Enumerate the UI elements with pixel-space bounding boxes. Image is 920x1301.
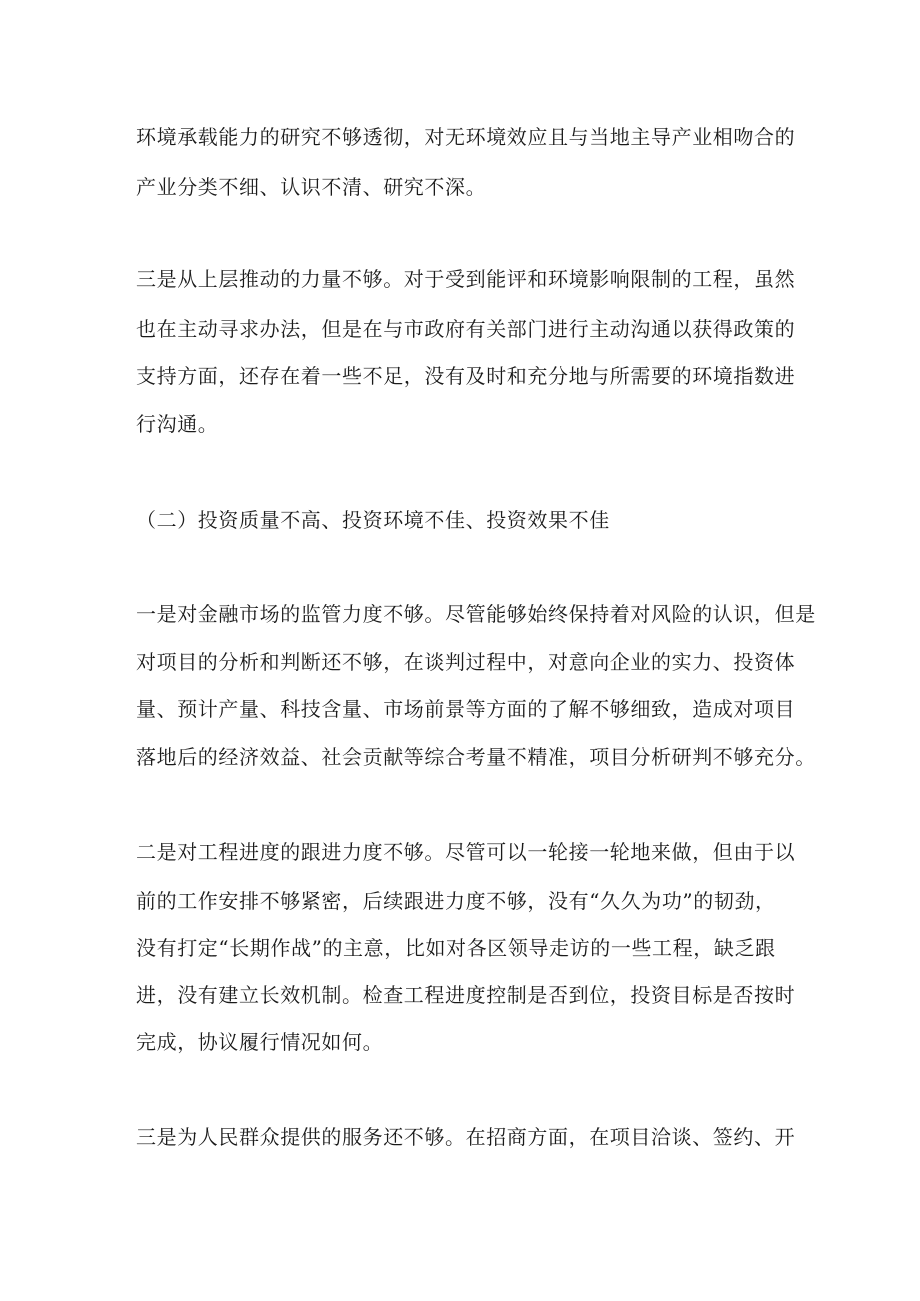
paragraph-3-line-2: 对项目的分析和判断还不够，在谈判过程中，对意向企业的实力、投资体 <box>136 650 796 674</box>
paragraph-4-line-5: 完成，协议履行情况如何。 <box>136 1030 384 1054</box>
paragraph-4-line-2: 前的工作安排不够紧密，后续跟进力度不够，没有“久久为功”的韧劲， <box>136 889 776 913</box>
paragraph-4-line-1: 二是对工程进度的跟进力度不够。尽管可以一轮接一轮地来做，但由于以 <box>136 840 796 864</box>
paragraph-3-line-3: 量、预计产量、科技含量、市场前景等方面的了解不够细致，造成对项目 <box>136 697 796 721</box>
paragraph-3-line-4: 落地后的经济效益、社会贡献等综合考量不精准，项目分析研判不够充分。 <box>136 745 816 769</box>
paragraph-5-line-1: 三是为人民群众提供的服务还不够。在招商方面，在项目洽谈、签约、开 <box>136 1125 796 1149</box>
paragraph-1-line-2: 产业分类不细、认识不清、研究不深。 <box>136 175 487 199</box>
paragraph-2-line-3: 支持方面，还存在着一些不足，没有及时和充分地与所需要的环境指数进 <box>136 364 796 388</box>
paragraph-2-line-4: 行沟通。 <box>136 412 219 436</box>
paragraph-1-line-1: 环境承载能力的研究不够透彻，对无环境效应且与当地主导产业相吻合的 <box>136 125 796 149</box>
paragraph-4-line-4: 进，没有建立长效机制。检查工程进度控制是否到位，投资目标是否按时 <box>136 983 796 1007</box>
paragraph-2-line-2: 也在主动寻求办法，但是在与市政府有关部门进行主动沟通以获得政策的 <box>136 317 796 341</box>
paragraph-4-line-3: 没有打定“长期作战”的主意，比如对各区领导走访的一些工程，缺乏跟 <box>136 936 776 960</box>
section-heading: （二）投资质量不高、投资环境不佳、投资效果不佳 <box>136 508 610 532</box>
paragraph-3-line-1: 一是对金融市场的监管力度不够。尽管能够始终保持着对风险的认识，但是 <box>136 602 816 626</box>
paragraph-2-line-1: 三是从上层推动的力量不够。对于受到能评和环境影响限制的工程，虽然 <box>136 267 796 291</box>
